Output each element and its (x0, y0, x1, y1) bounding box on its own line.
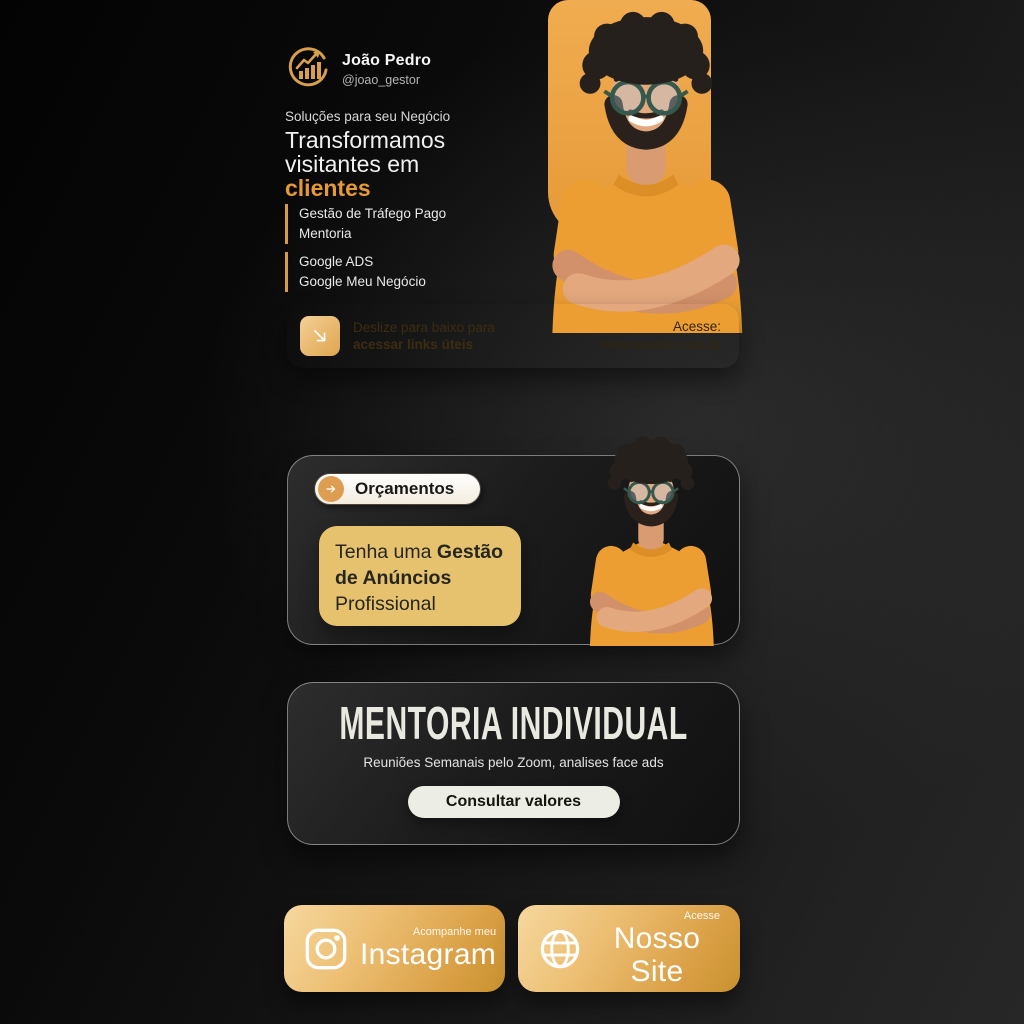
service-item: Gestão de Tráfego Pago (299, 206, 447, 221)
access-label: Acesse: (672, 319, 721, 334)
website-url: www.seusite.com.br (600, 337, 721, 352)
swipe-hint-line2: acessar links úteis (353, 337, 474, 352)
profile-name: João Pedro (342, 51, 432, 69)
offer-bold2: de Anúncios (335, 567, 452, 589)
mentoring-title-wrap (288, 697, 739, 750)
headline (285, 128, 445, 200)
offer-line2 (335, 565, 505, 591)
globe-icon (538, 927, 582, 971)
services-group-2 (285, 252, 426, 292)
arrow-down-right-icon (300, 316, 340, 356)
card-profile-photo (566, 434, 736, 646)
profile-header (285, 46, 431, 92)
swipe-hint-text (353, 319, 495, 353)
headline-line2: visitantes em (285, 151, 420, 177)
site-label: Nosso Site (613, 921, 701, 988)
growth-chart-logo-icon (285, 46, 331, 92)
offer-prefix: Tenha uma (335, 541, 437, 563)
orcamentos-button[interactable] (314, 473, 481, 505)
orcamentos-button-label: Orçamentos (355, 479, 455, 498)
tagline: Soluções para seu Negócio (285, 109, 451, 124)
mentoring-subtitle: Reuniões Semanais pelo Zoom, analises face ads (363, 755, 664, 770)
headline-line1: Transformamos (285, 127, 446, 153)
budget-card (287, 455, 740, 645)
offer-text-box (319, 526, 521, 626)
consultar-valores-button[interactable]: Consultar valores (408, 786, 620, 818)
offer-line3: Profissional (335, 593, 436, 615)
swipe-hint-line1: Deslize para baixo para (353, 320, 495, 335)
headline-highlight: clientes (285, 175, 371, 201)
site-labels (594, 910, 720, 988)
service-item: Mentoria (299, 226, 352, 241)
instagram-link-button[interactable] (284, 905, 505, 992)
site-small-label: Acesse (683, 909, 720, 922)
instagram-label: Instagram (360, 938, 497, 971)
service-item: Google ADS (299, 254, 374, 269)
mentoring-title: MENTORIA INDIVIDUAL (339, 697, 688, 750)
mentoring-card (287, 682, 740, 845)
profile-handle: @joao_gestor (342, 72, 421, 87)
swipe-down-banner (287, 304, 739, 368)
instagram-small-label: Acompanhe meu (412, 926, 497, 938)
website-callout (601, 318, 721, 354)
service-item: Google Meu Negócio (299, 274, 426, 289)
profile-photo (516, 8, 776, 333)
instagram-icon (304, 927, 348, 971)
instagram-labels (360, 926, 496, 971)
services-group-1 (285, 204, 446, 244)
arrow-right-icon (318, 476, 344, 502)
profile-identity (342, 52, 431, 87)
offer-bold1: Gestão (436, 541, 504, 563)
website-link-button[interactable] (518, 905, 740, 992)
offer-line1 (335, 539, 505, 565)
